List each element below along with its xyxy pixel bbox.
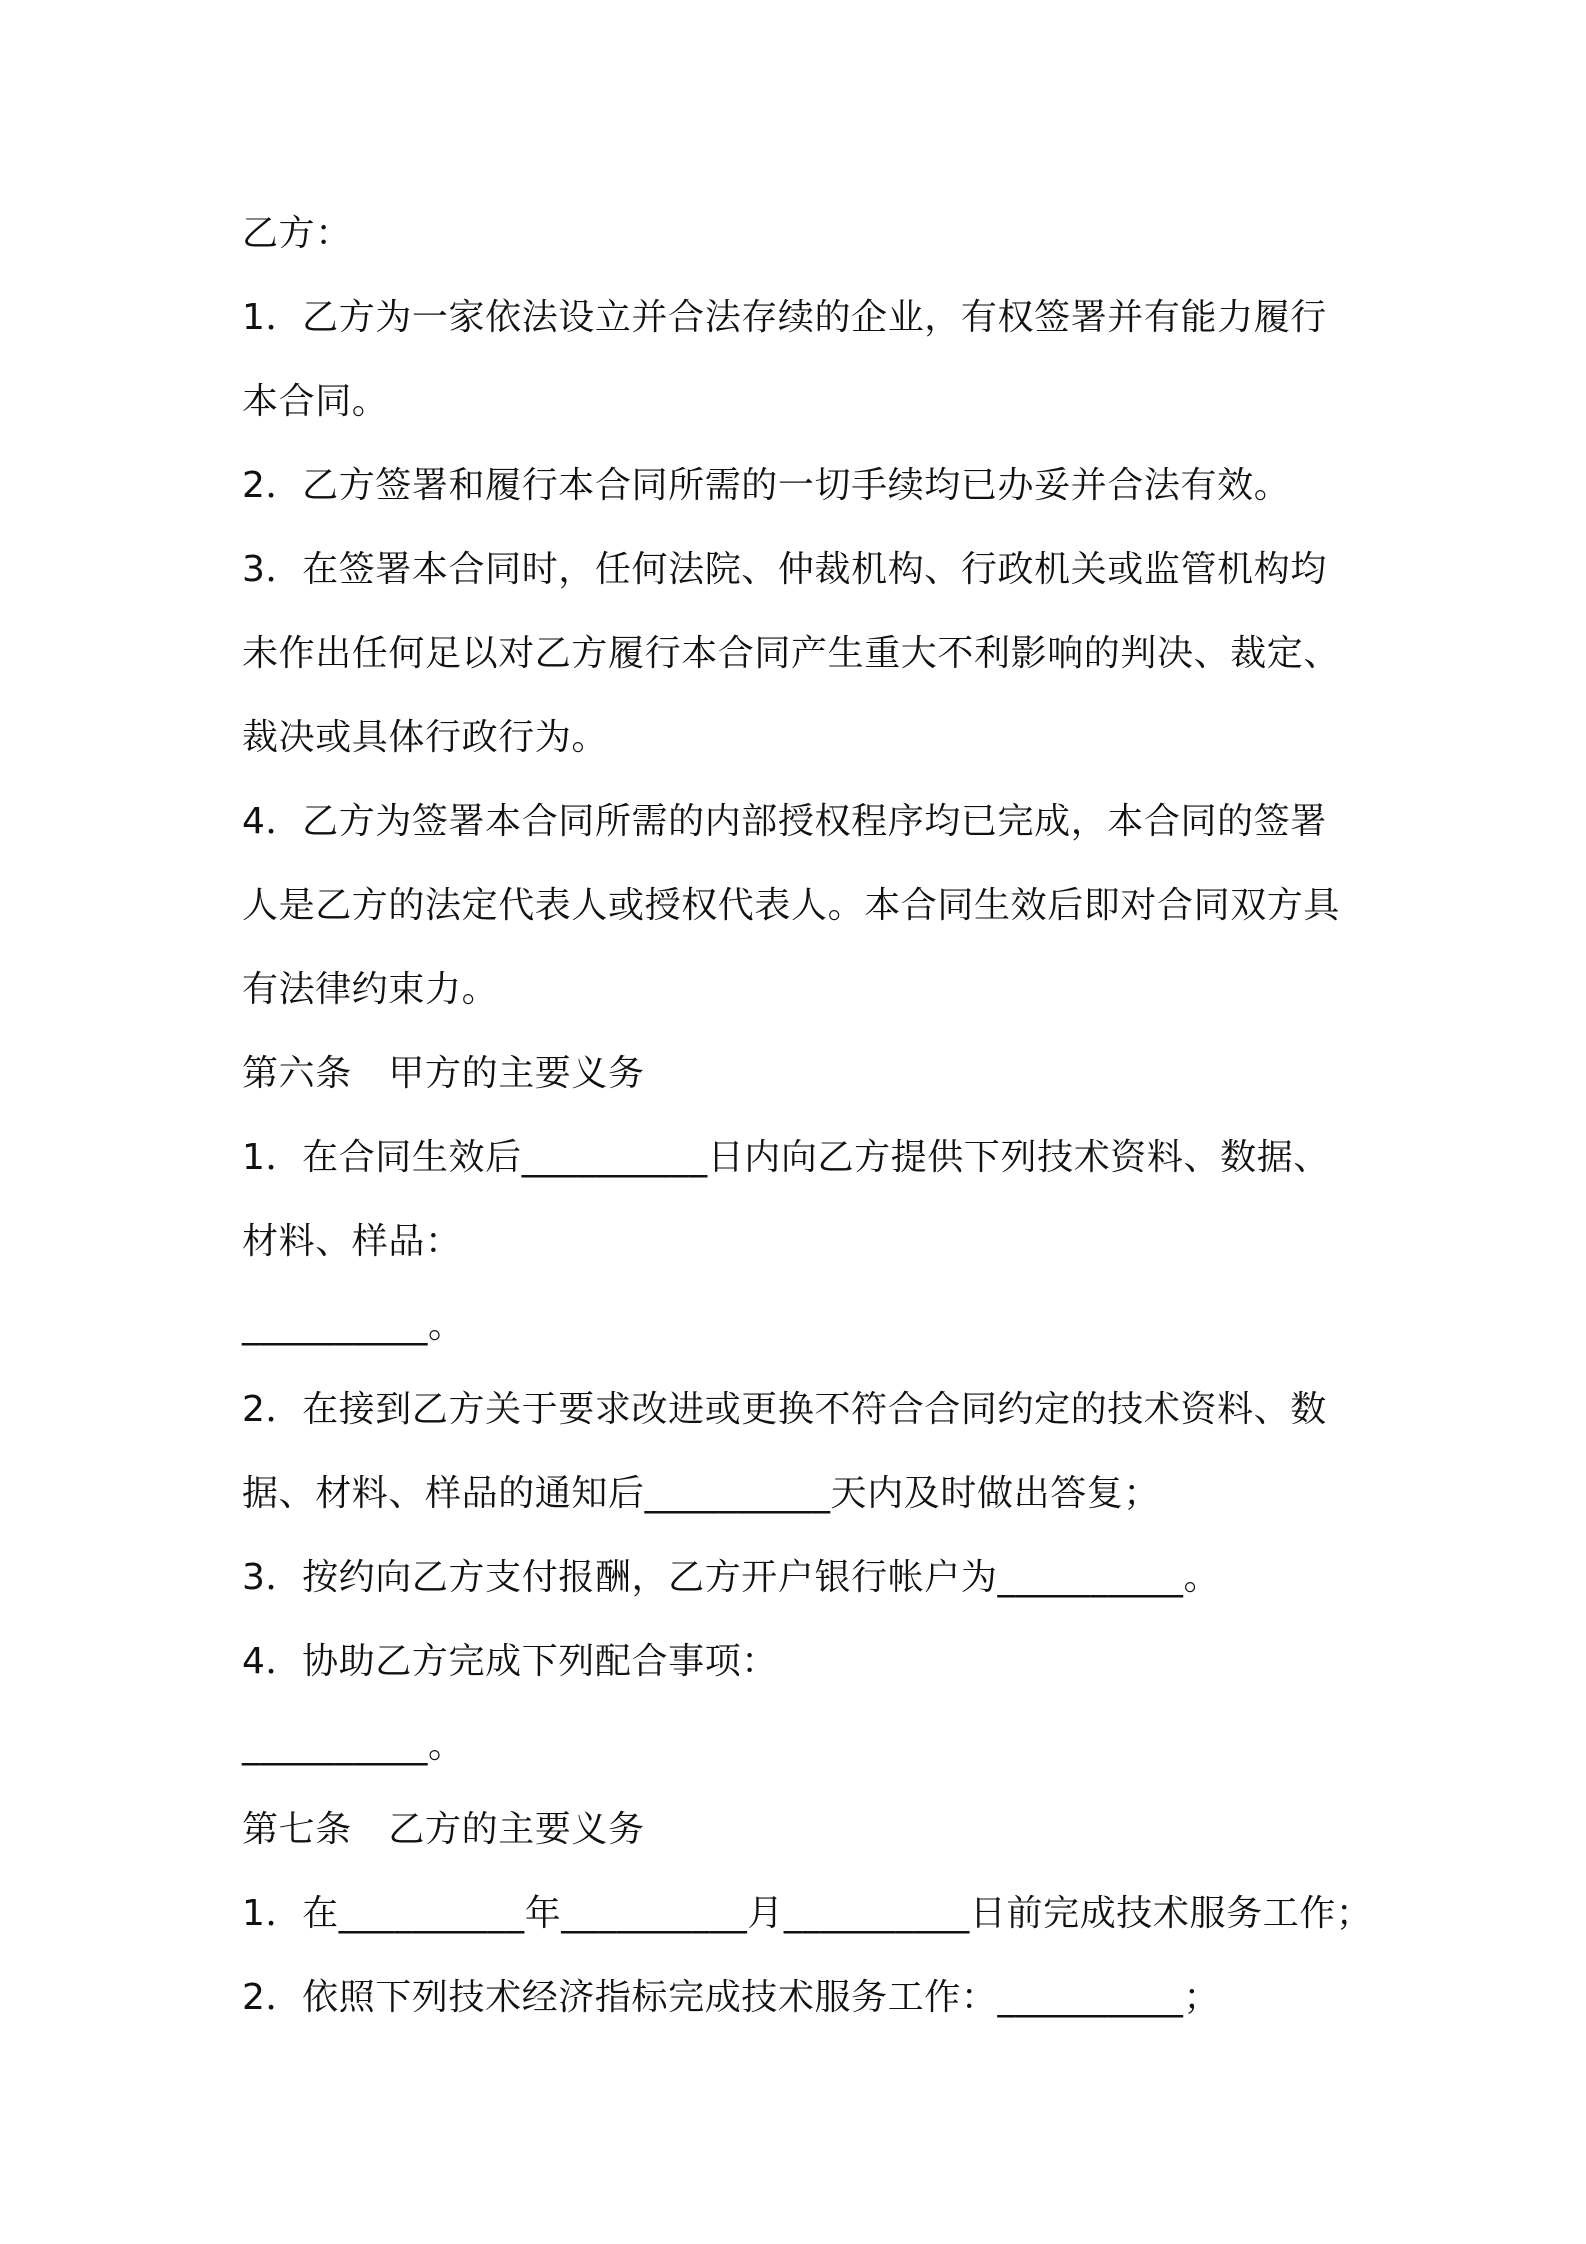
article-6-item-4-blank: __________。 [242,1725,465,1766]
party-b-heading: 乙方： [242,213,352,254]
party-b-clause-3-line-3: 裁决或具体行政行为。 [242,717,609,758]
party-b-clause-4-line-3: 有法律约束力。 [242,969,499,1010]
article-7-heading: 第七条 乙方的主要义务 [242,1809,645,1850]
party-b-clause-4-line-1: 4．乙方为签署本合同所需的内部授权程序均已完成，本合同的签署 [242,801,1327,842]
article-6-item-1-line-2: 材料、样品： [242,1221,462,1262]
party-b-clause-2: 2．乙方签署和履行本合同所需的一切手续均已办妥并合法有效。 [242,465,1291,506]
party-b-clause-1-line-1: 1．乙方为一家依法设立并合法存续的企业，有权签署并有能力履行 [242,297,1327,338]
party-b-clause-3-line-1: 3．在签署本合同时，任何法院、仲裁机构、行政机关或监管机构均 [242,549,1327,590]
article-6-item-4: 4．协助乙方完成下列配合事项： [242,1641,778,1682]
article-6-heading: 第六条 甲方的主要义务 [242,1053,645,1094]
party-b-clause-1-line-2: 本合同。 [242,381,389,422]
article-6-item-1-blank: __________。 [242,1305,465,1346]
contract-page [242,192,1373,2040]
party-b-clause-3-line-2: 未作出任何足以对乙方履行本合同产生重大不利影响的判决、裁定、 [242,633,1341,674]
article-7-item-1: 1．在__________年__________月__________日前完成技术服务工作； [242,1893,1373,1934]
article-6-item-2-line-1: 2．在接到乙方关于要求改进或更换不符合合同约定的技术资料、数 [242,1389,1327,1430]
article-6-item-3: 3．按约向乙方支付报酬，乙方开户银行帐户为__________。 [242,1557,1221,1598]
article-6-item-1-line-1: 1．在合同生效后__________日内向乙方提供下列技术资料、数据、 [242,1137,1330,1178]
article-7-item-2: 2．依照下列技术经济指标完成技术服务工作：__________； [242,1977,1221,2018]
party-b-clause-4-line-2: 人是乙方的法定代表人或授权代表人。本合同生效后即对合同双方具 [242,885,1341,926]
article-6-item-2-line-2: 据、材料、样品的通知后__________天内及时做出答复； [242,1473,1160,1514]
